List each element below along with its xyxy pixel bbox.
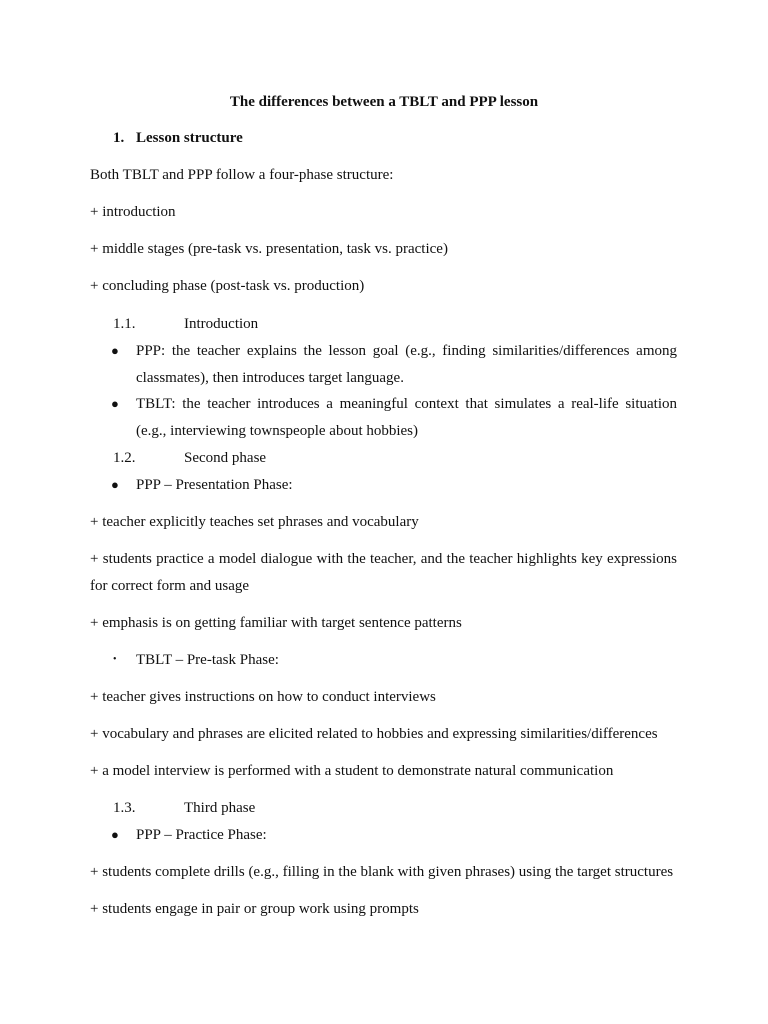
tblt-intro-line: (e.g., interviewing townspeople about hobbies) [136,423,419,439]
document-title: The differences between a TBLT and PPP lesson [229,94,539,110]
bullet-icon: ● [111,396,119,411]
ppp-presentation-point: for correct form and usage [90,578,250,594]
bullet-icon: ● [111,827,119,842]
ppp-presentation-bullet: PPP – Presentation Phase: [136,477,293,493]
ppp-practice-point: + students complete drills (e.g., filling in the blank with given phrases) using the target structures [90,864,674,880]
subsection-heading: Third phase [184,800,256,816]
bullet-icon: ● [111,477,119,492]
ppp-practice-point: + students engage in pair or group work using prompts [90,901,419,917]
subsection-number: 1.3. [113,800,136,816]
ppp-intro-line: PPP: the teacher explains the lesson goal (e.g., finding similarities/differences among [136,343,677,359]
section-heading: Lesson structure [136,130,243,146]
structure-item: + introduction [90,204,176,220]
structure-item: + concluding phase (post-task vs. production) [90,278,365,294]
tblt-pretask-point: + a model interview is performed with a student to demonstrate natural communication [90,763,614,779]
subsection-number: 1.2. [113,450,136,466]
tblt-pretask-point: + vocabulary and phrases are elicited related to hobbies and expressing similarities/differences [90,726,658,742]
ppp-intro-line: classmates), then introduces target language. [136,370,404,386]
section-number: 1. [113,130,125,146]
subsection-heading: Second phase [184,450,267,466]
intro-paragraph: Both TBLT and PPP follow a four-phase structure: [90,167,394,183]
subsection-heading: Introduction [184,316,259,332]
structure-item: + middle stages (pre-task vs. presentation, task vs. practice) [90,241,448,257]
tblt-intro-line: TBLT: the teacher introduces a meaningful context that simulates a real-life situation [136,396,677,412]
ppp-presentation-point: + emphasis is on getting familiar with target sentence patterns [90,615,462,631]
tblt-pretask-point: + teacher gives instructions on how to conduct interviews [90,689,436,705]
ppp-presentation-point: + teacher explicitly teaches set phrases and vocabulary [90,514,419,530]
bullet-icon: • [113,654,117,665]
subsection-number: 1.1. [113,316,136,332]
ppp-presentation-point: + students practice a model dialogue with the teacher, and the teacher highlights key expressions [90,551,677,567]
ppp-practice-bullet: PPP – Practice Phase: [136,827,267,843]
bullet-icon: ● [111,343,119,358]
tblt-pretask-bullet: TBLT – Pre-task Phase: [136,652,279,668]
